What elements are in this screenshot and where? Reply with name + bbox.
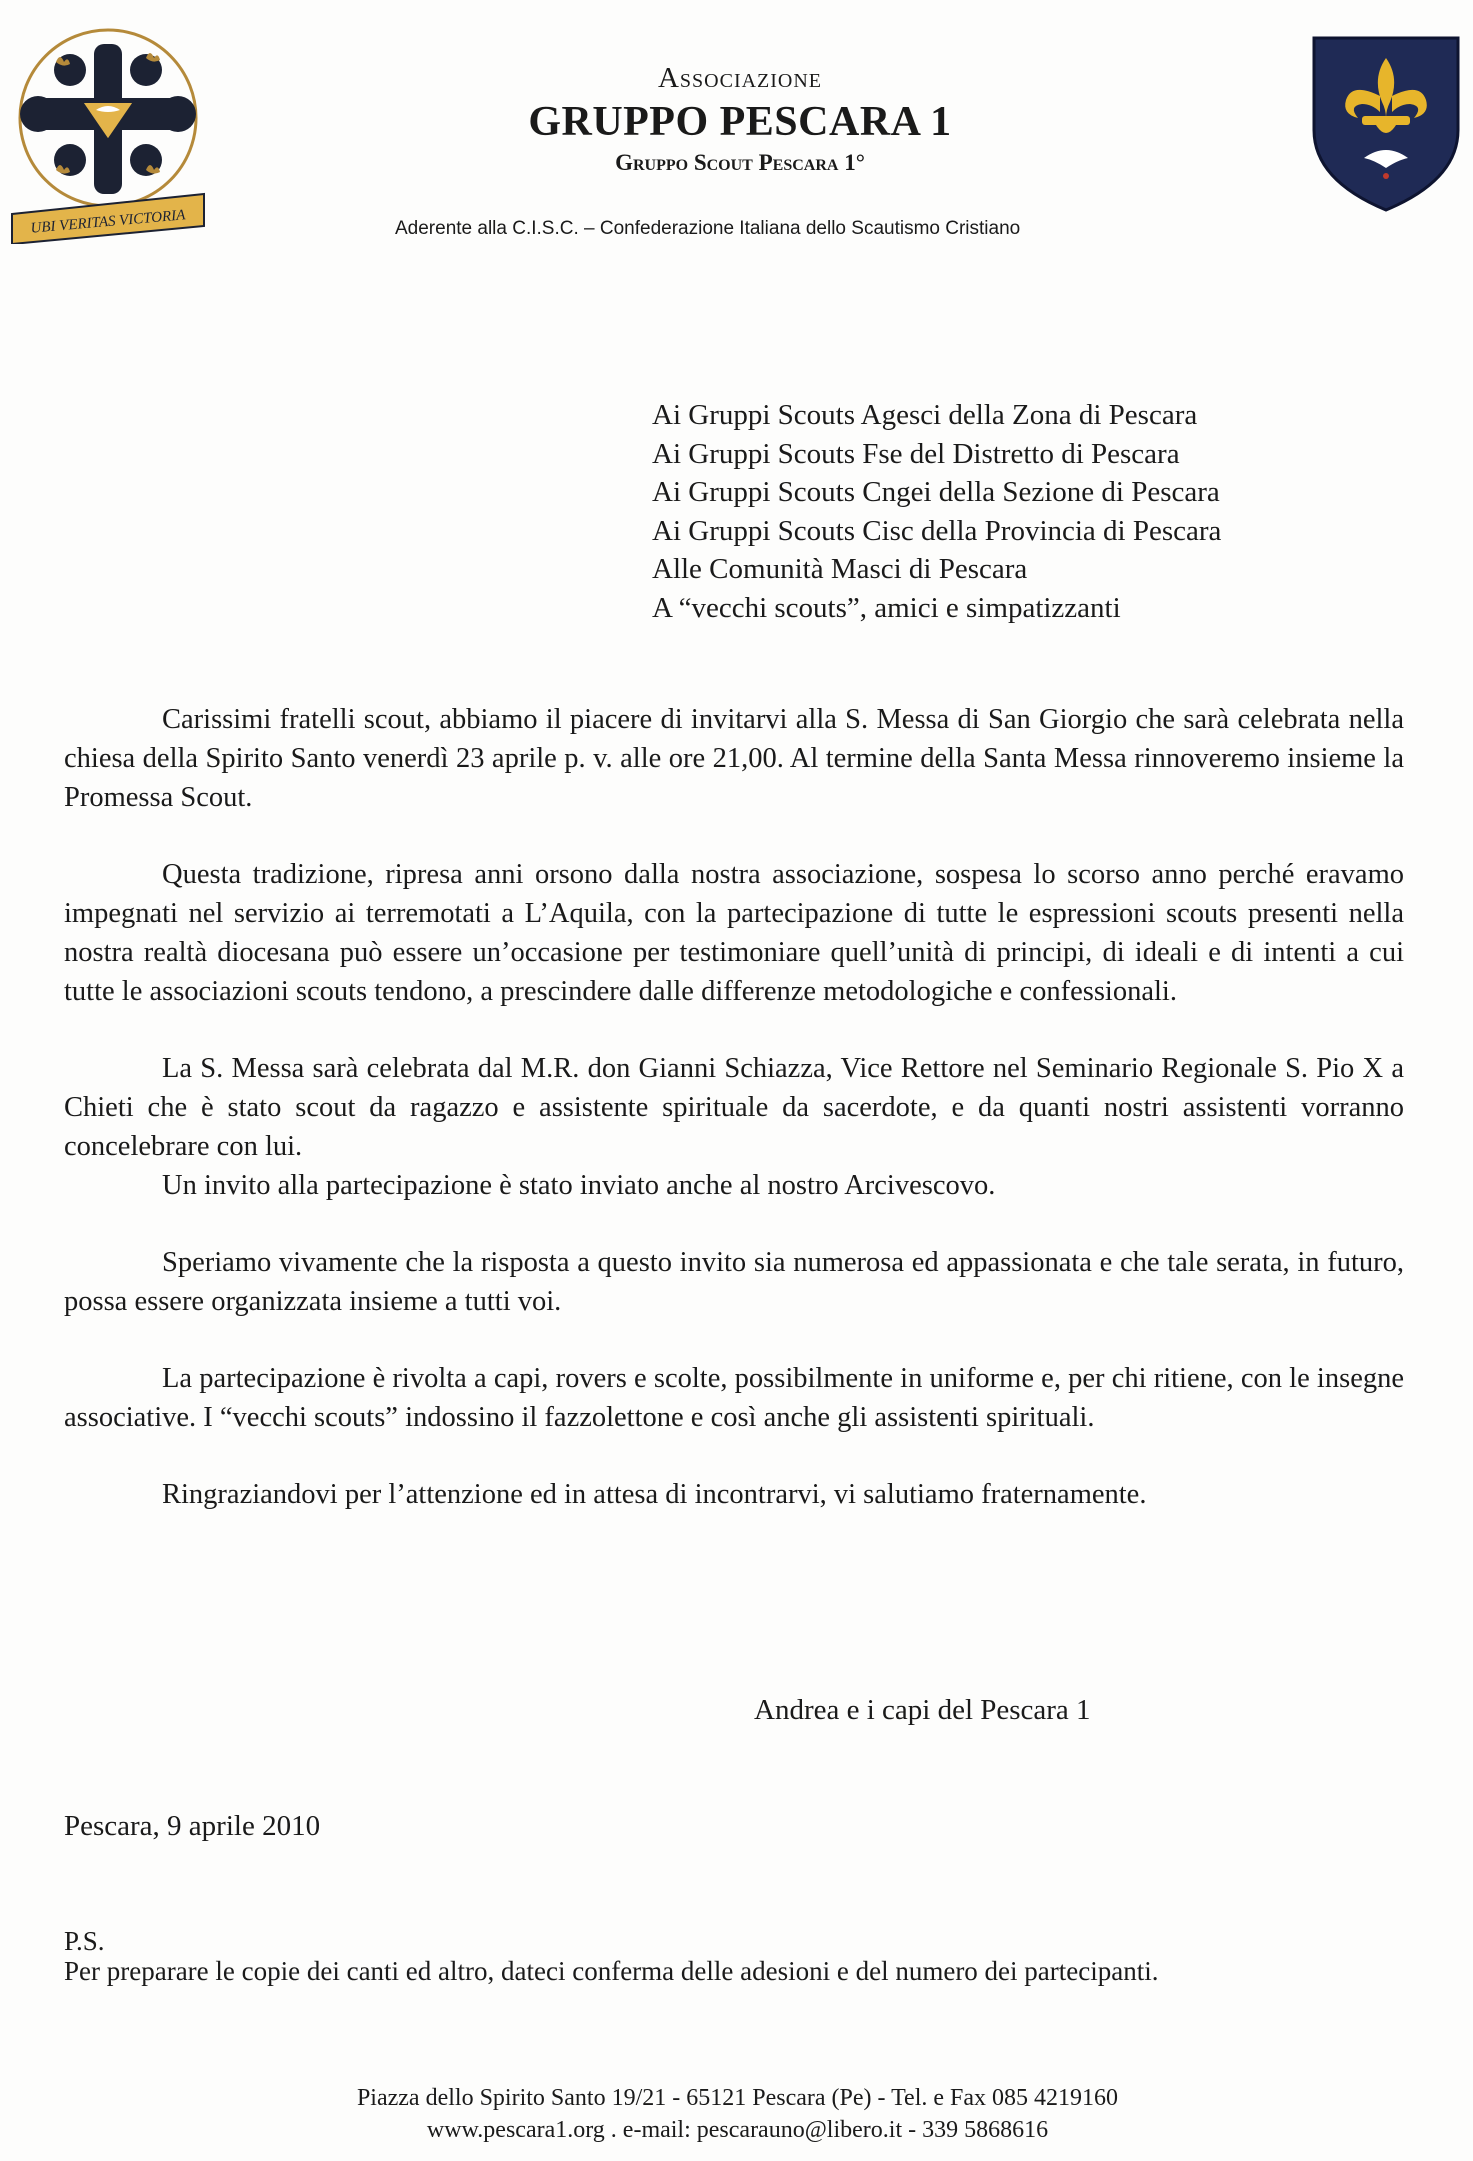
svg-text:UBI VERITAS VICTORIA: UBI VERITAS VICTORIA bbox=[29, 207, 187, 237]
association-label: Associazione bbox=[657, 62, 823, 94]
footer bbox=[270, 2082, 1205, 2146]
recipient-line: A “vecchi scouts”, amici e simpatizzanti bbox=[652, 591, 1121, 624]
body-paragraph: La partecipazione è rivolta a capi, rovers e scolte, possibilmente in uniforme e, per chi ritiene, con le insegne associative. I “vecchi scouts” indossino il fazzolettone e così anche gli assistenti spirituali. bbox=[64, 1363, 1404, 1433]
body-paragraph: Un invito alla partecipazione è stato inviato anche al nostro Arcivescovo. bbox=[162, 1170, 996, 1201]
association-emblem-logo bbox=[8, 22, 208, 244]
group-subtitle: Gruppo Scout Pescara 1° bbox=[615, 150, 865, 175]
letter-body bbox=[64, 700, 1404, 1514]
body-paragraph: Carissimi fratelli scout, abbiamo il piacere di invitarvi alla S. Messa di San Giorgio che sarà celebrata nella chiesa della Spirito Santo venerdì 23 aprile p. v. alle ore 21,00. Al termine della Santa Messa rinnoveremo insieme la Promessa Scout. bbox=[64, 704, 1404, 813]
letterhead bbox=[380, 60, 1100, 178]
ps-text: Per preparare le copie dei canti ed altro, dateci conferma delle adesioni e del numero dei partecipanti. bbox=[64, 1956, 1159, 1986]
date-line: Pescara, 9 aprile 2010 bbox=[64, 1810, 321, 1842]
recipients-block bbox=[652, 396, 1412, 627]
body-paragraph: Speriamo vivamente che la risposta a questo invito sia numerosa ed appassionata e che tale serata, in futuro, possa essere organizzata insieme a tutti voi. bbox=[64, 1247, 1404, 1317]
adherent-line: Aderente alla C.I.S.C. – Confederazione Italiana dello Scautismo Cristiano bbox=[395, 218, 1021, 239]
recipient-line: Ai Gruppi Scouts Agesci della Zona di Pescara bbox=[652, 399, 1198, 431]
body-paragraph: Ringraziandovi per l’attenzione ed in attesa di incontrarvi, vi salutiamo fraternamente. bbox=[162, 1479, 1147, 1510]
body-paragraph: Questa tradizione, ripresa anni orsono dalla nostra associazione, sospesa lo scorso anno perché eravamo impegnati nel servizio ai terremotati a L’Aquila, con la partecipazione di tutte le espressioni scouts presenti nella nostra realtà diocesana può essere un’occasione per testimoniare quell’unità di principi, di ideali e di intenti a cui tutte le associazioni scouts tendono, a prescindere dalle differenze metodologiche e confessionali. bbox=[64, 859, 1404, 1007]
recipient-line: Ai Gruppi Scouts Cisc della Provincia di Pescara bbox=[652, 514, 1222, 547]
group-name: GRUPPO PESCARA 1 bbox=[528, 99, 952, 145]
body-paragraph: La S. Messa sarà celebrata dal M.R. don Gianni Schiazza, Vice Rettore nel Seminario Regionale S. Pio X a Chieti che è stato scout da ragazzo e assistente spirituale da sacerdote, e da quanti nostri assistenti vorranno concelebrare con lui. bbox=[64, 1053, 1404, 1162]
footer-address: Piazza dello Spirito Santo 19/21 - 65121 Pescara (Pe) - Tel. e Fax 085 4219160 bbox=[356, 2085, 1119, 2111]
recipient-line: Ai Gruppi Scouts Fse del Distretto di Pescara bbox=[652, 437, 1180, 470]
signature: Andrea e i capi del Pescara 1 bbox=[754, 1694, 1091, 1726]
ps-label: P.S. bbox=[64, 1926, 105, 1956]
footer-contacts: www.pescara1.org . e-mail: pescarauno@libero.it - 339 5868616 bbox=[426, 2117, 1049, 2143]
scout-shield-logo bbox=[1306, 30, 1466, 215]
recipient-line: Alle Comunità Masci di Pescara bbox=[652, 553, 1028, 585]
recipient-line: Ai Gruppi Scouts Cngei della Sezione di Pescara bbox=[652, 476, 1220, 508]
